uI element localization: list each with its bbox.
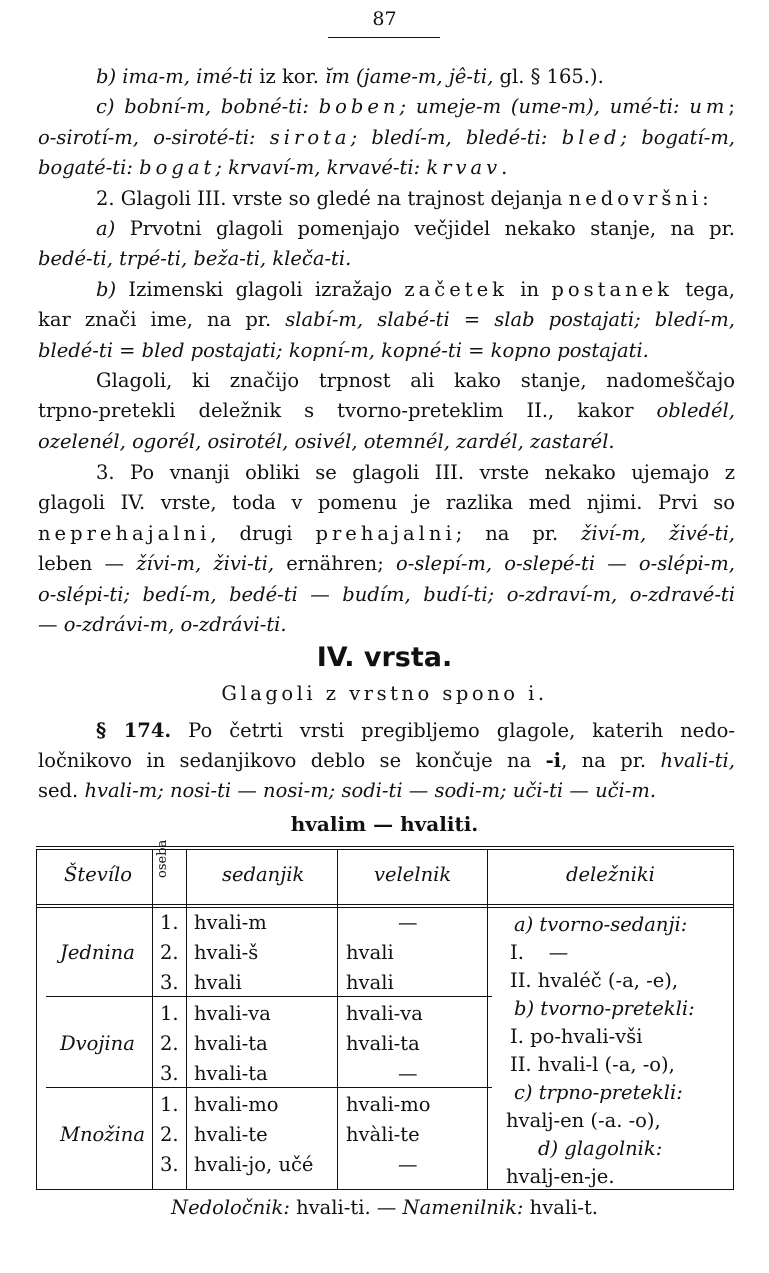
participle-line: hvalj-en (-a. -o), [506, 1109, 661, 1132]
person-cell: 3. [160, 1062, 179, 1085]
text-line: § 174. Po četrti vrsti pregibljemo glagole, katerih nedo- [96, 719, 735, 742]
text-line: trpno-pretekli deležnik s tvorno-preteklim II., kakor obledél, [38, 399, 735, 422]
text-line: bledé-ti = bled postajati; kopní-m, kopné-ti = kopno postajati. [38, 339, 649, 362]
section-subheading: Glagoli z vrstno spono i. [221, 682, 548, 705]
text-line: 3. Po vnanji obliki se glagoli III. vrste nekako ujemajo z [96, 461, 735, 484]
person-cell: 1. [160, 1093, 179, 1116]
participle-line: a) tvorno-sedanji: [514, 913, 688, 936]
header-oseba: oseba [155, 839, 170, 878]
col-rule-1 [152, 850, 153, 1189]
present-cell: hvali-te [194, 1123, 268, 1146]
participle-line: I. po-hvali-vši [510, 1025, 643, 1048]
group-name: Jednina [60, 941, 135, 964]
table-top-rule [36, 846, 734, 847]
participle-line: b) tvorno-pretekli: [514, 997, 695, 1020]
group-name: Množina [60, 1123, 145, 1146]
group-rule-2 [46, 1087, 152, 1088]
present-cell: hvali-mo [194, 1093, 279, 1116]
present-cell: hvali-ta [194, 1062, 268, 1085]
imperative-cell: hvàli-te [346, 1123, 420, 1146]
section-heading: IV. vrsta. [316, 642, 453, 673]
group-name: Dvojina [60, 1032, 135, 1055]
person-cell: 2. [160, 1032, 179, 1055]
col-rule-2 [186, 850, 187, 1189]
header-sedanjik: sedanjik [222, 863, 305, 886]
imperative-cell: hvali-ta [346, 1032, 420, 1055]
text-line: o-slépi-ti; bedí-m, bedé-ti — budím, budí-ti; o-zdraví-m, o-zdravé-ti [38, 583, 735, 606]
table-bottom-rule [36, 1189, 734, 1190]
imperative-cell: hvali [346, 971, 394, 994]
table-header-rule-double [36, 907, 734, 908]
col-rule-3 [337, 850, 338, 1189]
person-cell: 2. [160, 941, 179, 964]
text-line: a) Prvotni glagoli pomenjajo večjidel nekako stanje, na pr. [96, 217, 735, 240]
text-line: sed. hvali-m; nosi-ti — nosi-m; sodi-ti — sodi-m; uči-ti — uči-m. [38, 779, 657, 802]
participle-line: hvalj-en-je. [506, 1165, 615, 1188]
participle-line: I. — [510, 941, 569, 964]
imperative-cell: hvali [346, 941, 394, 964]
text-line: c) bobní-m, bobné-ti: boben; umeje-m (ume-m), umé-ti: um; [96, 95, 735, 118]
footer-line: Nedoločnik: hvali-ti. — Namenilnik: hvali-t. [171, 1196, 598, 1219]
text-line: ozelenél, ogorél, osirotél, osivél, otemnél, zardél, zastarél. [38, 430, 615, 453]
present-cell: hvali [194, 971, 242, 994]
col-rule-left [36, 850, 37, 1189]
present-cell: hvali-va [194, 1002, 271, 1025]
text-line: — o-zdrávi-m, o-zdrávi-ti. [38, 613, 287, 636]
header-stevilo: Števílo [64, 863, 132, 886]
conjugation-table [36, 839, 734, 1191]
present-cell: hvali-š [194, 941, 259, 964]
col-rule-4 [487, 850, 488, 1189]
header-delezniki: deležniki [566, 863, 655, 886]
header-velelnik: velelnik [374, 863, 452, 886]
text-line: leben — žívi-m, živi-ti, ernähren; o-slepí-m, o-slepé-ti — o-slépi-m, [38, 552, 735, 575]
participle-line: II. hvali-l (-a, -o), [510, 1053, 675, 1076]
page-number: 87 [372, 8, 397, 30]
table-top-rule-double [36, 849, 734, 850]
text-line: b) Izimenski glagoli izražajo začetek in postanek tega, [96, 278, 735, 301]
person-cell: 2. [160, 1123, 179, 1146]
present-cell: hvali-ta [194, 1032, 268, 1055]
participle-line: c) trpno-pretekli: [514, 1081, 683, 1104]
col-rule-right [733, 850, 734, 1189]
group-rule-1 [46, 996, 152, 997]
table-title: hvalim — hvaliti. [290, 812, 479, 836]
imperative-cell: — [398, 1062, 418, 1085]
imperative-cell: — [398, 911, 418, 934]
page-number-rule [328, 37, 440, 38]
person-cell: 1. [160, 1002, 179, 1025]
imperative-cell: hvali-va [346, 1002, 423, 1025]
table-header-rule [36, 904, 734, 905]
present-cell: hvali-jo, učé [194, 1153, 314, 1176]
text-line: Glagoli, ki značijo trpnost ali kako stanje, nadomeščajo [96, 369, 735, 392]
text-line: glagoli IV. vrste, toda v pomenu je razlika med njimi. Prvi so [38, 491, 735, 514]
text-line: neprehajalni, drugi prehajalni; na pr. živí-m, živé-ti, [38, 522, 735, 545]
text-line: ločnikovo in sedanjikovo deblo se končuje na -i, na pr. hvali-ti, [38, 749, 735, 772]
imperative-cell: — [398, 1153, 418, 1176]
person-cell: 3. [160, 1153, 179, 1176]
participle-line: d) glagolnik: [538, 1137, 663, 1160]
text-line: bogaté-ti: bogat; krvaví-m, krvavé-ti: krvav. [38, 156, 508, 179]
person-cell: 1. [160, 911, 179, 934]
present-cell: hvali-m [194, 911, 267, 934]
text-line: b) ima-m, imé-ti iz kor. ĭm (jame-m, jê-ti, gl. § 165.). [96, 65, 604, 88]
text-line: 2. Glagoli III. vrste so gledé na trajnost dejanja nedovršni: [96, 187, 709, 210]
text-line: bedé-ti, trpé-ti, beža-ti, kleča-ti. [38, 247, 352, 270]
person-cell: 3. [160, 971, 179, 994]
imperative-cell: hvali-mo [346, 1093, 431, 1116]
text-line: kar znači ime, na pr. slabí-m, slabé-ti = slab postajati; bledí-m, [38, 308, 735, 331]
text-line: o-sirotí-m, o-siroté-ti: sirota; bledí-m, bledé-ti: bled; bogatí-m, [38, 126, 735, 149]
participle-line: II. hvaléč (-a, -e), [510, 969, 679, 992]
